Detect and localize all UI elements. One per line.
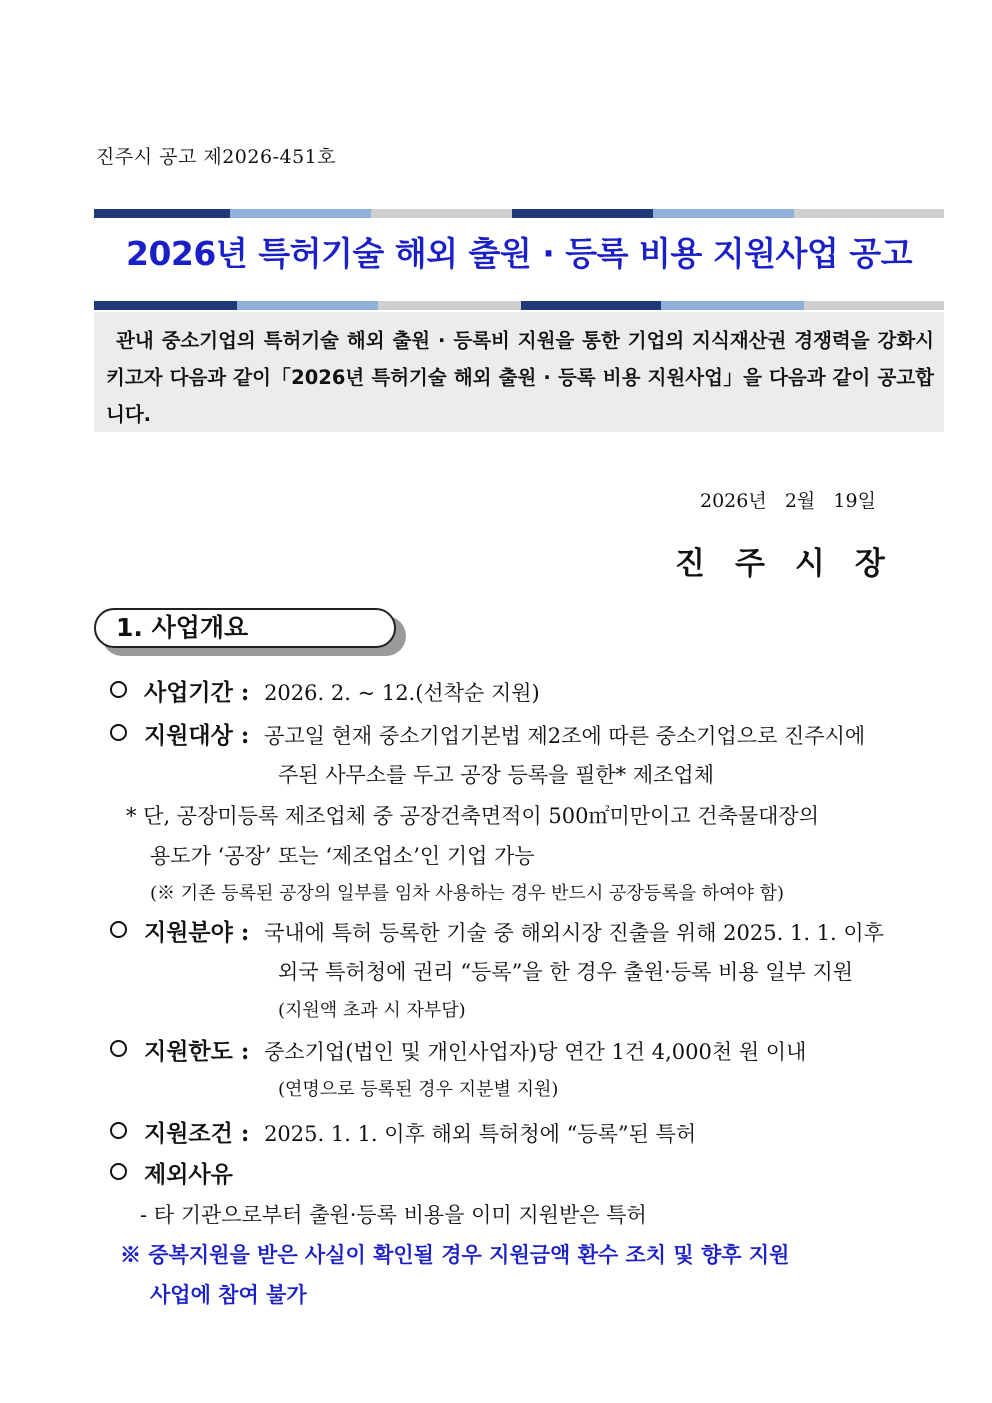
item-text-continued: (지원액 초과 시 자부담) [278,1000,466,1021]
section-heading-text: 1. 사업개요 [94,608,396,648]
item-label: 지원분야 : [144,919,250,946]
item-label: 제외사유 [144,1161,233,1188]
title-bottom-stripe [94,301,944,310]
notice-date: 2026년 2월 19일 [700,490,876,512]
item-text-continued: 외국 특허청에 권리 “등록”을 한 경우 출원·등록 비용 일부 지원 [278,960,854,984]
item-period [110,674,540,707]
item-text: 2026. 2. ~ 12.(선착순 지원) [264,681,540,705]
item-text: 공고일 현재 중소기업기본법 제2조에 따른 중소기업으로 진주시에 [264,724,866,748]
issuer: 진주시장 [675,546,915,582]
item-text: 중소기업(법인 및 개인사업자)당 연간 1건 4,000천 원 이내 [264,1040,807,1064]
warning-line: ※ 중복지원을 받은 사실이 확인될 경우 지원금액 환수 조치 및 향후 지원 [120,1242,790,1267]
item-limit [110,1033,806,1066]
item-label: 지원대상 : [144,722,250,749]
circle-bullet-icon [110,724,127,741]
note-line: (※ 기존 등록된 공장의 일부를 임차 사용하는 경우 반드시 공장등록을 하여야 함) [150,883,785,904]
item-text: 2025. 1. 1. 이후 해외 특허청에 “등록”된 특허 [264,1122,697,1146]
item-text: 국내에 특허 등록한 기술 중 해외시장 진출을 위해 2025. 1. 1. 이후 [264,921,884,945]
item-text-continued: 주된 사무소를 두고 공장 등록을 필한* 제조업체 [278,763,714,787]
circle-bullet-icon [110,1163,127,1180]
note-line: * 단, 공장미등록 제조업체 중 공장건축면적이 500㎡미만이고 건축물대장의 [126,804,819,828]
item-target [110,717,865,750]
circle-bullet-icon [110,921,127,938]
page-title: 2026년 특허기술 해외 출원 · 등록 비용 지원사업 공고 [126,234,912,273]
warning-line: 사업에 참여 불가 [150,1282,307,1307]
item-text-continued: - 타 기관으로부터 출원·등록 비용을 이미 지원받은 특허 [140,1203,647,1227]
note-line: 용도가 ‘공장’ 또는 ‘제조업소’인 기업 가능 [150,844,535,868]
item-label: 지원한도 : [144,1038,250,1065]
circle-bullet-icon [110,1040,127,1057]
intro-paragraph [94,312,944,432]
item-condition [110,1115,696,1148]
circle-bullet-icon [110,681,127,698]
notice-number: 진주시 공고 제2026-451호 [96,146,337,168]
item-text-continued: (연명으로 등록된 경우 지분별 지원) [278,1079,559,1100]
title-top-stripe [94,209,944,218]
intro-text: 관내 중소기업의 특허기술 해외 출원 · 등록비 지원을 통한 기업의 지식재산권 경쟁력을 강화시키고자 다음과 같이「2026년 특허기술 해외 출원 · 등록 비용 지원사업」을 다음과 같이 공고합니다. [106,329,934,426]
circle-bullet-icon [110,1122,127,1139]
item-exclusion [110,1156,233,1189]
item-label: 지원조건 : [144,1120,250,1147]
item-field [110,914,884,947]
item-label: 사업기간 : [144,679,250,706]
